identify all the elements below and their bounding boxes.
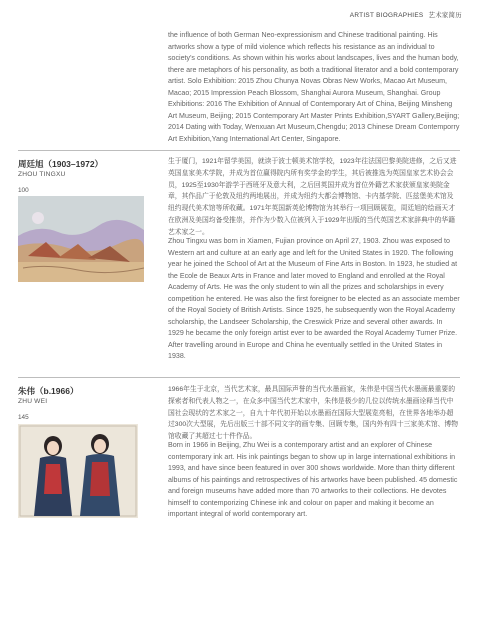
artist-bio-zh: 生于厦门，1921年留学美国，就读于波士顿美术馆学校，1923年往法国巴黎美院进修，之后又进英国皇家美术学院，并成为首位赢得院内所有奖学金的学生，其后被推选为英国皇家艺术协会会员，1925至1930年游学于西班牙及意大利，之后回英国并成为首位外籍艺术家获颁皇家美院金章，其作品广于伦敦及纽约两地展出，并成为纽约大都会博物馆、卡内基学院、匹兹堡美术馆及纽约现代美术馆等所收藏。1971年英国新英伦博物馆为其举行一项回顾展览，周廷旭的绘画天才在欧洲及美国均备受推崇，并作为少数入位被列入于1929年出版的当代英国艺术家辞典中的华籍艺术家之一。: [168, 158, 457, 236]
section-divider: [18, 377, 460, 378]
artist-name-zh: 朱伟（b.1966）: [18, 386, 79, 396]
artist-name-en: ZHOU TINGXU: [18, 171, 66, 178]
lot-number: 145: [18, 414, 29, 421]
artwork-thumbnail-landscape: [18, 196, 144, 282]
artist-name-zh: 周廷旭（1903–1972）: [18, 159, 104, 169]
page-header: [350, 10, 462, 19]
artist-bio-en: Born in 1966 in Beijing, Zhu Wei is a contemporary artist and an explorer of Chinese contemporary ink art. His ink paintings began to show up in large international exhibitions in 1993, and have since been featured in over 300 shows worldwide. More than thirty different albums of his paintings and retrospectives of his artworks have been published. 45 domestic and foreign museums have added more than 70 artworks to their collections. He devotes himself to contemporizing Chinese ink and colour on paper and making it become an important integral of world contemporary art.: [168, 441, 458, 518]
artist-name-en: ZHU WEI: [18, 398, 48, 405]
artist-bio-en: Zhou Tingxu was born in Xiamen, Fujian province on April 27, 1903. Zhou was exposed to Western art and culture at an early age and left for the United States in 1920. The following year he joined the School of Art at the Museum of Fine Arts in Boston. In 1923, he studied at the Ecole de Beaux Arts in France and later moved to England and enrolled at the Royal Academy of Arts. He was the only student to win all the prizes and scholarships in every competition he entered. He was also the first foreigner to be elected as an associate member of the Royal Society of British Artists. Since 1925, he subsequently won the Royal Academy scholarship, the Landseer Scholarship, the Creswick Prize and several other awards. In 1929 he became the only foreign artist ever to be awarded the Royal Academy Turner Prize. After travelling around in Europe and China he eventually settled in the United States in 1938.: [168, 237, 460, 360]
section-divider: [18, 150, 460, 151]
intro-paragraph: the influence of both German Neo-expressionism and Chinese traditional painting. His artworks show a type of mild violence which reflects his resistance as an individual to society's conditions. As shown within his works about landscapes, lives and the human body, there are metaphors of his personality, as both a traditional literator and a bold contemporary artist. Solo Exhibition: 2015 Zhou Chunya Novas Obras New Works, Macao Art Museum, Macao; 2015 Impression Peach Blossom, Shanghai Aurora Museum, Shanghai. Group Exhibitions: 2016 The Exhibition of Annual of Contemporary Art of China, Beijing Minsheng Art Museum, Beijing; 2015 Contemporary Art Master Prints Exhibition,SYART Gallery,Beijing; 2014 Dating with Today, Wenxuan Art Museum,Chengdu; 2013 Chinese Dream Contemporry Art Exhibition,Yang International Art Center, Singapore.: [168, 31, 460, 143]
artist-bio-zh: 1966年生于北京，当代艺术家，最具国际声誉的当代水墨画家，朱伟是中国当代水墨画最重要的探索者和代表人物之一，在众多中国当代艺术家中，朱伟是极少的几位以传统水墨画诠释当代中国社会现状的艺术家之一，自九十年代初开始以水墨画在国际大型展览亮相，在世界各地举办超过300次大型展，先后出版三十部不同文字的画专集、回顾专集，国内外有四十三家美术馆、博物馆收藏了其超过七十件作品。: [168, 386, 459, 441]
section-title-en: ARTIST BIOGRAPHIES: [349, 12, 424, 19]
artwork-thumbnail-figures: [18, 424, 138, 518]
lot-number: 100: [18, 187, 29, 194]
section-title-zh: 艺术家简历: [428, 12, 462, 19]
